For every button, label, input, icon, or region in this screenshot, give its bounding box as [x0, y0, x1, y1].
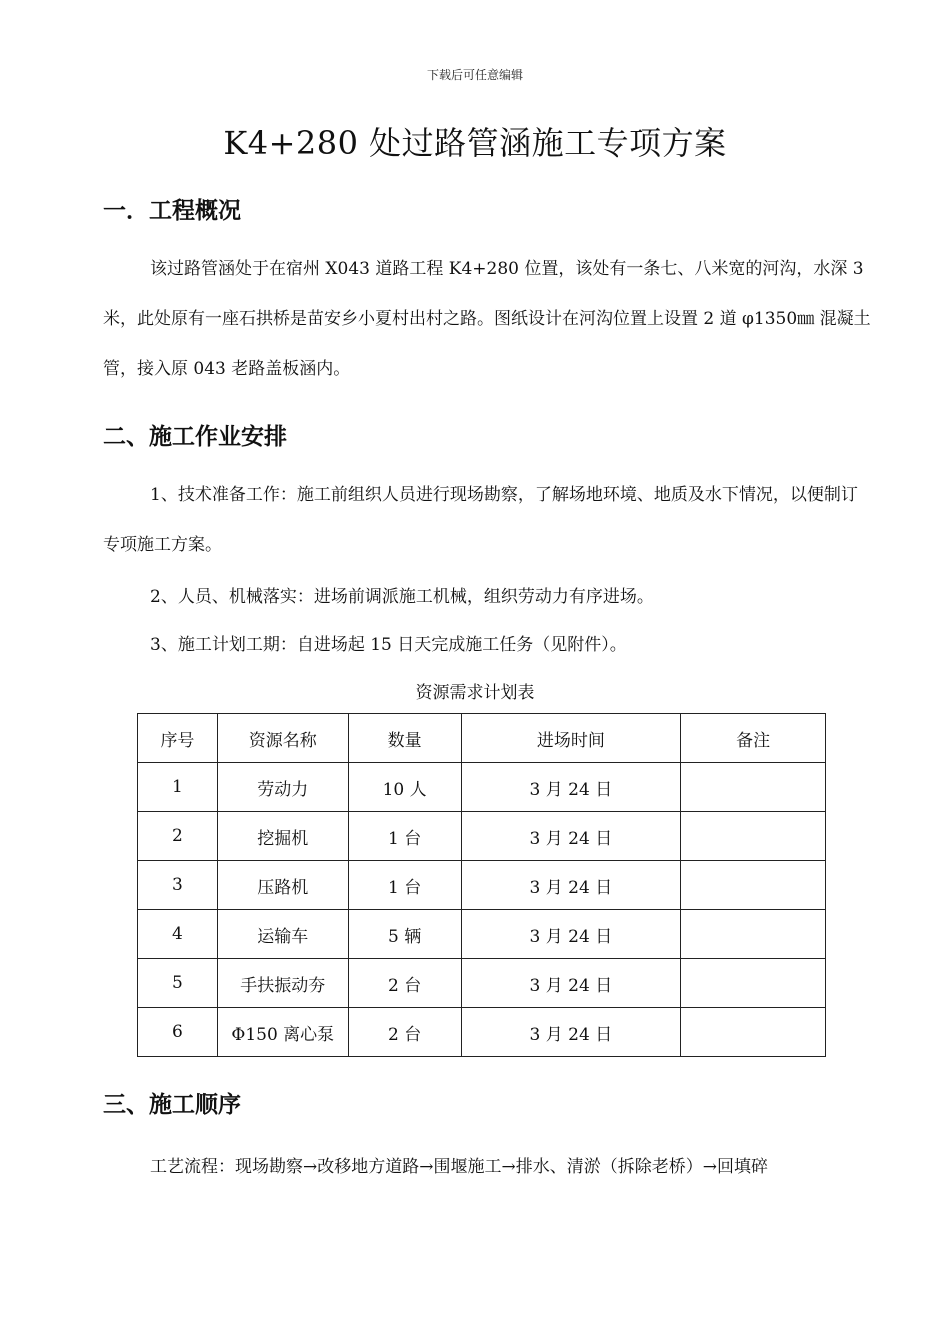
section-heading-sequence: 三、施工顺序 — [103, 1092, 241, 1118]
cell-arrival-time: 3 月 24 日 — [461, 910, 681, 959]
section-heading-arrangement: 二、施工作业安排 — [103, 424, 287, 450]
cell-quantity: 2 台 — [348, 1008, 461, 1057]
document-title: K4+280 处过路管涵施工专项方案 — [223, 124, 727, 162]
cell-resource-name: Φ150 离心泵 — [217, 1008, 348, 1057]
sequence-paragraph: 工艺流程：现场勘察→改移地方道路→围堰施工→排水、清淤（拆除老桥）→回填碎 — [150, 1157, 768, 1177]
cell-remarks — [681, 1008, 826, 1057]
cell-remarks — [681, 910, 826, 959]
header-quantity: 数量 — [348, 714, 461, 763]
cell-remarks — [681, 812, 826, 861]
cell-remarks — [681, 959, 826, 1008]
cell-index: 1 — [138, 763, 218, 812]
cell-resource-name: 劳动力 — [217, 763, 348, 812]
cell-index: 6 — [138, 1008, 218, 1057]
table-row — [138, 861, 826, 910]
cell-quantity: 10 人 — [348, 763, 461, 812]
cell-index: 5 — [138, 959, 218, 1008]
cell-index: 3 — [138, 861, 218, 910]
cell-resource-name: 挖掘机 — [217, 812, 348, 861]
header-index: 序号 — [138, 714, 218, 763]
cell-arrival-time: 3 月 24 日 — [461, 812, 681, 861]
header-arrival-time: 进场时间 — [461, 714, 681, 763]
arrangement-item-1: 1、技术准备工作：施工前组织人员进行现场勘察，了解场地环境、地质及水下情况，以便制订专项施工方案。 — [103, 485, 858, 555]
cell-quantity: 1 台 — [348, 812, 461, 861]
cell-arrival-time: 3 月 24 日 — [461, 1008, 681, 1057]
resource-plan-table — [137, 713, 826, 1057]
page-header-note: 下载后可任意编辑 — [426, 68, 523, 82]
table-row — [138, 959, 826, 1008]
cell-resource-name: 手扶振动夯 — [217, 959, 348, 1008]
cell-index: 4 — [138, 910, 218, 959]
header-remarks: 备注 — [681, 714, 826, 763]
overview-paragraph: 该过路管涵处于在宿州 X043 道路工程 K4+280 位置，该处有一条七、八米宽的河沟，水深 3 米，此处原有一座石拱桥是苗安乡小夏村出村之路。图纸设计在河沟位置上设置 2 道 φ1350㎜ 混凝土管，接入原 043 老路盖板涵内。 — [103, 259, 871, 379]
cell-index: 2 — [138, 812, 218, 861]
cell-arrival-time: 3 月 24 日 — [461, 763, 681, 812]
table-row — [138, 763, 826, 812]
cell-quantity: 2 台 — [348, 959, 461, 1008]
table-header-row — [138, 714, 826, 763]
cell-arrival-time: 3 月 24 日 — [461, 861, 681, 910]
cell-remarks — [681, 763, 826, 812]
arrangement-item-3: 3、施工计划工期：自进场起 15 日天完成施工任务（见附件）。 — [150, 635, 627, 655]
cell-quantity: 1 台 — [348, 861, 461, 910]
arrangement-item-2: 2、人员、机械落实：进场前调派施工机械，组织劳动力有序进场。 — [150, 587, 654, 607]
cell-resource-name: 压路机 — [217, 861, 348, 910]
cell-remarks — [681, 861, 826, 910]
table-row — [138, 910, 826, 959]
table-row — [138, 812, 826, 861]
cell-quantity: 5 辆 — [348, 910, 461, 959]
table-caption: 资源需求计划表 — [415, 683, 535, 703]
cell-arrival-time: 3 月 24 日 — [461, 959, 681, 1008]
section-heading-overview: 一．工程概况 — [103, 198, 241, 224]
header-resource-name: 资源名称 — [217, 714, 348, 763]
cell-resource-name: 运输车 — [217, 910, 348, 959]
table-row — [138, 1008, 826, 1057]
